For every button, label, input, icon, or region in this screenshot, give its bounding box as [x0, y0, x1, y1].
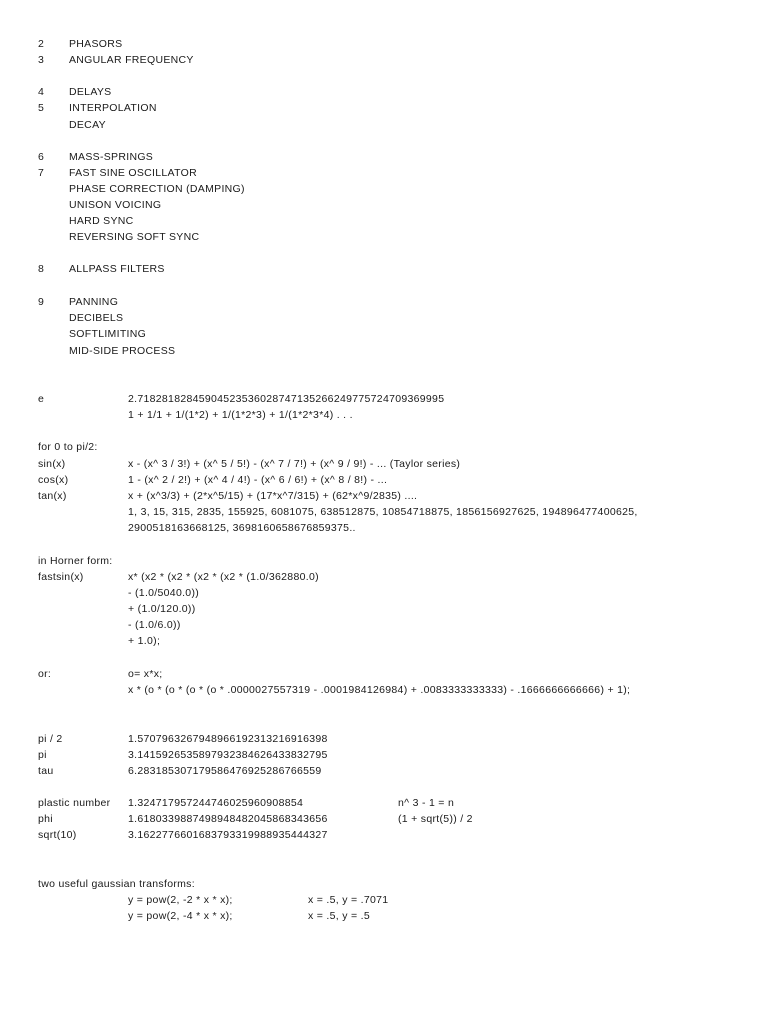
- constant-label: plastic number: [38, 797, 111, 809]
- constant-value: 6.28318530717958647692528676655​9: [128, 765, 322, 777]
- gaussian-expr: y = pow(2, -4 * x * x);: [128, 910, 233, 922]
- constant-value: 1.57079632679489661923132169163​98: [128, 733, 328, 745]
- toc-title: UNISON VOICING: [69, 199, 162, 211]
- code-value: + (1.0/120.0)): [128, 603, 196, 615]
- toc-num: 3: [38, 54, 45, 66]
- toc-title: MASS-SPRINGS: [69, 151, 154, 163]
- constant-label: sqrt(10): [38, 829, 77, 841]
- toc-title: REVERSING SOFT SYNC: [69, 231, 200, 243]
- toc-title: DECAY: [69, 119, 106, 131]
- e-label: e: [38, 393, 45, 405]
- code-value: x* (x2 * (x2 * (x2 * (x2 * (1.0/362880.0): [128, 571, 319, 583]
- formula-value: x + (x^3/3) + (2*x^5/15) + (17*x^7/315) + (62*x^9/2835) ....: [128, 490, 418, 502]
- constant-note: n^ 3 - 1 = n: [398, 797, 455, 809]
- constant-value: 3.16227766016837933199889354​44327: [128, 829, 328, 841]
- formula-value: 1 - (x^ 2 / 2!) + (x^ 4 / 4!) - (x^ 6 / 6!) + (x^ 8 / 8!) - ...: [128, 474, 388, 486]
- toc-title: INTERPOLATION: [69, 102, 157, 114]
- code-label: or:: [38, 668, 52, 680]
- constant-value: 3.14159265358979323846264338327​95: [128, 749, 328, 761]
- formula-label: cos(x): [38, 474, 69, 486]
- formula-value: 2900518163668125, 3698160658676859375..: [128, 522, 356, 534]
- horner-heading-text: in Horner form:: [38, 555, 113, 567]
- constant-label: phi: [38, 813, 53, 825]
- toc-title: PANNING: [69, 296, 119, 308]
- toc-title: DECIBELS: [69, 312, 124, 324]
- toc-title: PHASE CORRECTION (DAMPING): [69, 183, 245, 195]
- formula-value: x - (x^ 3 / 3!) + (x^ 5 / 5!) - (x^ 7 / 7!) + (x^ 9 / 9!) - ... (Taylor series): [128, 458, 461, 470]
- constant-label: pi: [38, 749, 47, 761]
- taylor-heading-text: for 0 to pi/2:: [38, 441, 98, 453]
- e-value: 2.71828182845904523536028747135266249775724709369995: [128, 393, 445, 405]
- toc-title: HARD SYNC: [69, 215, 134, 227]
- toc-title: SOFTLIMITING: [69, 328, 147, 340]
- toc-num: 7: [38, 167, 45, 179]
- toc-title: MID-SIDE PROCESS: [69, 345, 176, 357]
- formula-value: 1, 3, 15, 315, 2835, 155925, 6081075, 638512875, 10854718875, 1856156927625, 194896477400625,: [128, 506, 638, 518]
- code-value: - (1.0/5040.0)): [128, 587, 200, 599]
- toc-title: FAST SINE OSCILLATOR: [69, 167, 197, 179]
- formula-label: sin(x): [38, 458, 66, 470]
- toc-num: 6: [38, 151, 45, 163]
- toc-num: 4: [38, 86, 45, 98]
- gaussian-note: x = .5, y = .5: [308, 910, 370, 922]
- code-value: o= x*x;: [128, 668, 163, 680]
- constant-value: 1.3247179572447460259609088​54: [128, 797, 304, 809]
- code-label: fastsin(x): [38, 571, 84, 583]
- toc-title: ALLPASS FILTERS: [69, 263, 165, 275]
- code-value: - (1.0/6.0)): [128, 619, 181, 631]
- toc-num: 8: [38, 263, 45, 275]
- constant-label: pi / 2: [38, 733, 63, 745]
- constant-note: (1 + sqrt(5)) / 2: [398, 813, 473, 825]
- toc-num: 9: [38, 296, 45, 308]
- code-value: + 1.0);: [128, 635, 161, 647]
- constant-value: 1.6180339887498948482045868343​656: [128, 813, 328, 825]
- gaussian-heading-text: two useful gaussian transforms:: [38, 878, 195, 890]
- toc-num: 5: [38, 102, 45, 114]
- formula-label: tan(x): [38, 490, 67, 502]
- toc-num: 2: [38, 38, 45, 50]
- toc-title: DELAYS: [69, 86, 112, 98]
- gaussian-note: x = .5, y = .7071: [308, 894, 389, 906]
- toc-title: ANGULAR FREQUENCY: [69, 54, 194, 66]
- gaussian-expr: y = pow(2, -2 * x * x);: [128, 894, 233, 906]
- constant-label: tau: [38, 765, 54, 777]
- toc-title: PHASORS: [69, 38, 123, 50]
- e-series: 1 + 1/1 + 1/(1*2) + 1/(1*2*3) + 1/(1*2*3*4) . . .: [128, 409, 353, 421]
- code-value: x * (o * (o * (o * (o * .0000027557319 - .0001984126984) + .0083333333333) - .1666666666666) + 1);: [128, 684, 631, 696]
